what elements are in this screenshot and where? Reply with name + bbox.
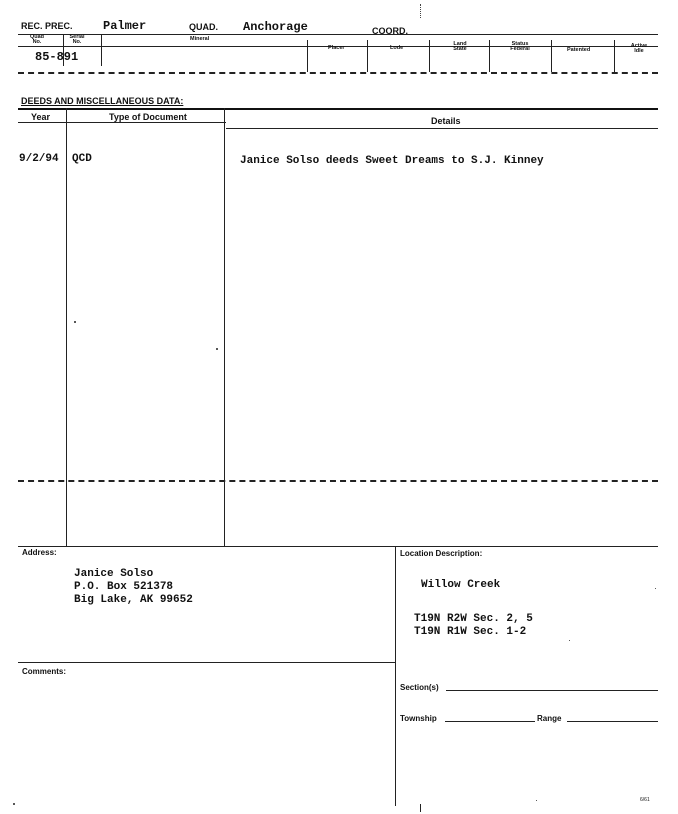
placer-label: Placer <box>328 45 345 51</box>
col-type-header: Type of Document <box>109 112 187 122</box>
township-label: Township <box>400 714 437 723</box>
land-state-label: Land State <box>453 41 467 52</box>
header-line-top <box>18 34 658 35</box>
speck-mark <box>216 348 218 350</box>
location-line-1: T19N R2W Sec. 2, 5 <box>414 613 533 625</box>
township-fill-line <box>445 721 535 722</box>
mineral-label: Mineral <box>190 36 210 42</box>
sections-fill-line <box>446 690 658 691</box>
header-dashed-line <box>18 72 658 74</box>
header-divider <box>551 40 552 72</box>
speck-mark <box>13 803 15 805</box>
header-divider <box>489 40 490 72</box>
address-label: Address: <box>22 548 57 557</box>
quad-serial-value: 85-891 <box>35 50 79 64</box>
location-name: Willow Creek <box>421 579 501 591</box>
address-top-line <box>18 546 658 547</box>
location-label: Location Description: <box>400 549 483 558</box>
active-idle-label: Active Idle <box>630 43 648 54</box>
speck-mark <box>536 800 537 801</box>
deeds-dashed-line <box>18 480 658 482</box>
header-divider <box>614 40 615 72</box>
header-divider <box>307 40 308 72</box>
deeds-header-line-right <box>226 128 658 129</box>
status-federal-label: Status Federal <box>510 41 530 52</box>
deeds-table-top-line <box>18 108 658 110</box>
sections-label: Section(s) <box>400 683 439 692</box>
address-line-2: P.O. Box 521378 <box>74 581 174 593</box>
footer-mark: 6/61 <box>640 797 650 803</box>
serial-no-label: Serial No. <box>69 34 85 45</box>
rec-prec-value: Palmer <box>103 19 147 33</box>
speck-mark <box>420 804 421 812</box>
range-label: Range <box>537 714 562 723</box>
speck-mark <box>420 4 421 18</box>
header-divider <box>101 34 102 66</box>
quad-value: Anchorage <box>243 20 308 34</box>
range-fill-line <box>567 721 658 722</box>
speck-mark <box>74 321 76 323</box>
speck-mark <box>655 588 656 589</box>
speck-mark <box>569 640 570 641</box>
location-line-2: T19N R1W Sec. 1-2 <box>414 626 527 638</box>
comments-label: Comments: <box>22 667 67 676</box>
quad-label: QUAD. <box>189 22 218 32</box>
coord-label: COORD. <box>372 26 408 36</box>
rec-prec-label: REC. PREC. <box>21 21 73 31</box>
header-divider <box>367 40 368 72</box>
address-line-1: Janice Solso <box>74 568 154 580</box>
lode-label: Lode <box>390 45 404 51</box>
deeds-header-line-left <box>18 122 226 123</box>
deed-row-year: 9/2/94 <box>19 153 59 165</box>
address-line-3: Big Lake, AK 99652 <box>74 594 193 606</box>
deeds-section-title: DEEDS AND MISCELLANEOUS DATA: <box>21 96 184 106</box>
header-divider <box>429 40 430 72</box>
address-location-divider <box>395 546 396 806</box>
patented-label: Patented <box>567 47 591 53</box>
col-details-header: Details <box>431 116 461 126</box>
col-year-header: Year <box>31 112 51 122</box>
comments-top-line <box>18 662 395 663</box>
deed-row-type: QCD <box>72 153 92 165</box>
deed-row-details: Janice Solso deeds Sweet Dreams to S.J. Kinney <box>240 155 544 167</box>
quad-no-label: Quad No. <box>29 34 45 45</box>
